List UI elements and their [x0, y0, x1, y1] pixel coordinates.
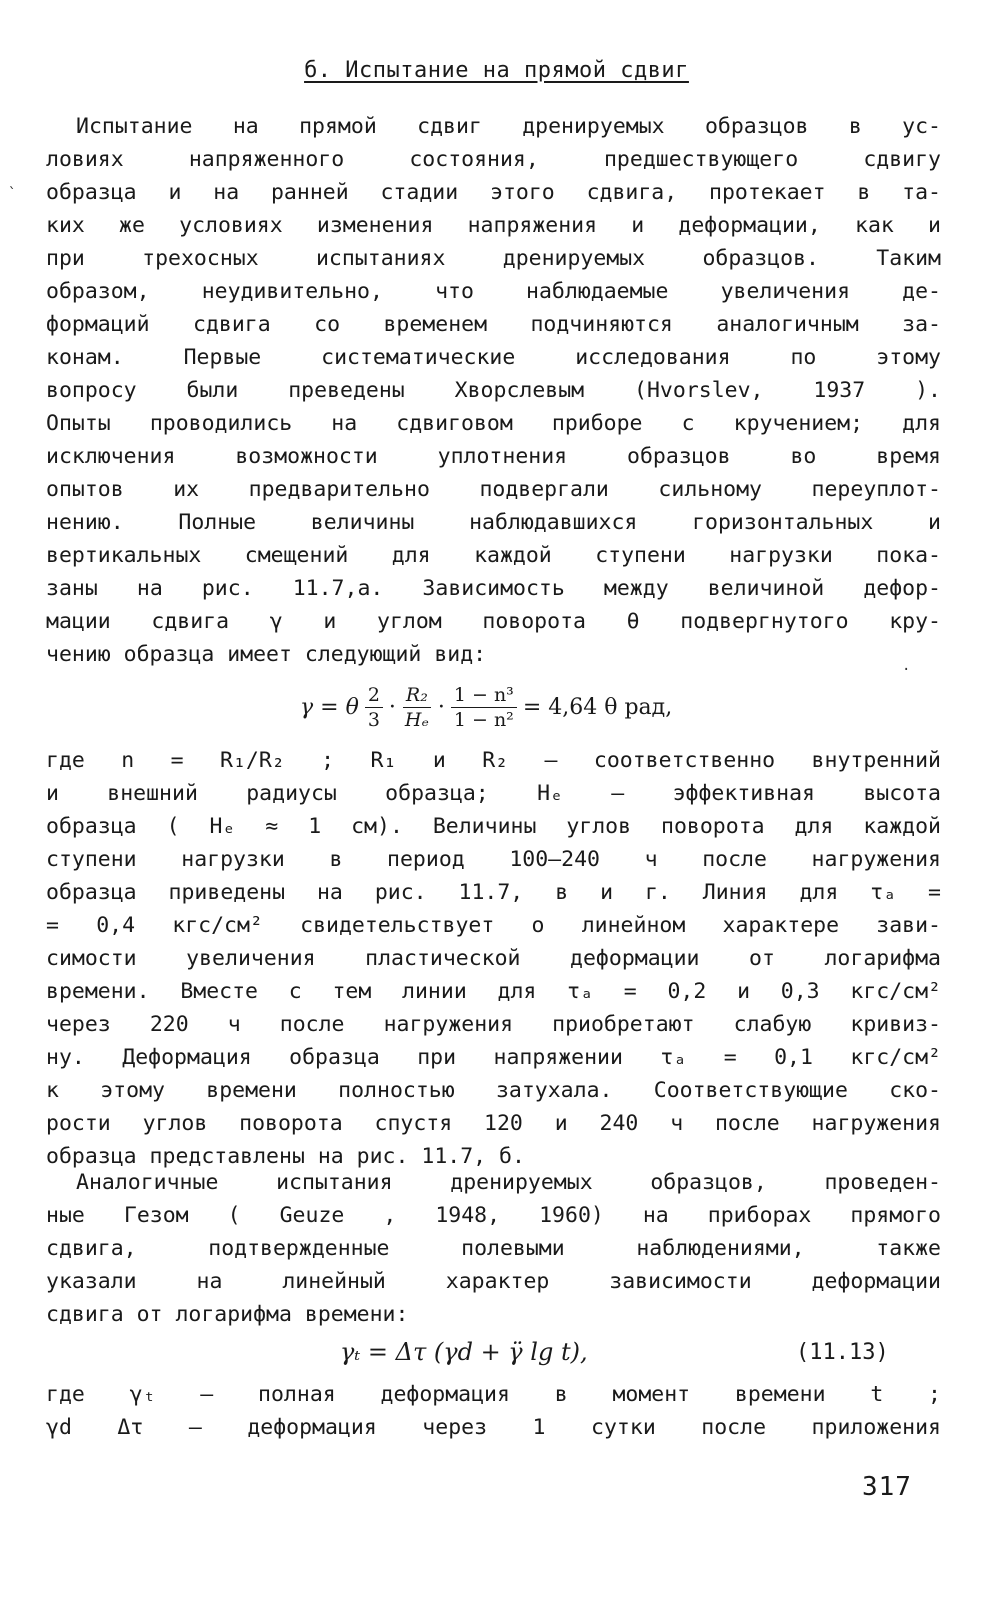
multiply-dot: · — [437, 694, 445, 720]
text-line: указали на линейный характер зависимости деформации — [46, 1269, 941, 1294]
text-line: образца ( Hₑ ≈ 1 см). Величины углов поворота для каждой — [46, 814, 941, 839]
formula-rhs: = 4,64 θ рад, — [522, 694, 673, 720]
multiply-dot: · — [388, 694, 396, 720]
section-heading: б. Испытание на прямой сдвиг — [304, 58, 689, 83]
text-line: образца представлены на рис. 11.7, б. — [46, 1144, 525, 1169]
text-line: к этому времени полностью затухала. Соответствующие ско- — [46, 1078, 941, 1103]
text-line: ловиях напряженного состояния, предшествующего сдвигу — [46, 147, 941, 172]
text-line: ступени нагрузки в период 100–240 ч после нагружения — [46, 847, 941, 872]
text-line: исключения возможности уплотнения образцов во время — [46, 444, 941, 469]
fraction-1 — [365, 683, 383, 732]
paragraph-3 — [46, 1166, 941, 1331]
text-line: и внешний радиусы образца; Hₑ – эффективная высота — [46, 781, 941, 806]
text-line: образца и на ранней стадии этого сдвига, протекает в та- — [46, 180, 941, 205]
text-line: формаций сдвига со временем подчиняются аналогичным за- — [46, 312, 941, 337]
text-line: образом, неудивительно, что наблюдаемые увеличения де- — [46, 279, 941, 304]
text-line: = 0,4 кгс/см² свидетельствует о линейном характере зави- — [46, 913, 941, 938]
text-line: сдвига, подтвержденные полевыми наблюдениями, также — [46, 1236, 941, 1261]
text-line: ну. Деформация образца при напряжении τₐ = 0,1 кгс/см² — [46, 1045, 941, 1070]
text-line: вертикальных смещений для каждой ступени нагрузки пока- — [46, 543, 941, 568]
text-line: ких же условиях изменения напряжения и деформации, как и — [46, 213, 941, 238]
text-line: рости углов поворота спустя 120 и 240 ч после нагружения — [46, 1111, 941, 1136]
text-line: времени. Вместе с тем линии для τₐ = 0,2 и 0,3 кгс/см² — [46, 979, 941, 1004]
text-line: чению образца имеет следующий вид: — [46, 642, 487, 667]
paragraph-4 — [46, 1378, 941, 1444]
page-number: 317 — [862, 1472, 912, 1502]
text-line: симости увеличения пластической деформации от логарифма — [46, 946, 941, 971]
formula-creep-strain: γₜ = Δτ (γd + γ̈ lg t), — [340, 1338, 588, 1366]
fraction-denominator: 1 − n² — [453, 708, 514, 731]
text-line: где n = R₁/R₂ ; R₁ и R₂ – соответственно внутренний — [46, 748, 941, 773]
text-line: сдвига от логарифма времени: — [46, 1302, 409, 1327]
text-line: при трехосных испытаниях дренируемых образцов. Таким — [46, 246, 941, 271]
text-line: ные Гезом ( Geuze , 1948, 1960) на приборах прямого — [46, 1203, 941, 1228]
text-line: мации сдвига γ и углом поворота θ подвергнутого кру- — [46, 609, 941, 634]
fraction-numerator: 1 − n³ — [451, 683, 517, 708]
text-line: через 220 ч после нагружения приобретают слабую кривиз- — [46, 1012, 941, 1037]
scan-speck: · — [902, 662, 911, 678]
fraction-numerator: 2 — [365, 683, 383, 708]
text-line: образца приведены на рис. 11.7, в и г. Линия для τₐ = — [46, 880, 941, 905]
fraction-3 — [451, 683, 517, 732]
text-line: заны на рис. 11.7,а. Зависимость между величиной дефор- — [46, 576, 941, 601]
formula-lhs: γ = θ — [300, 694, 359, 720]
fraction-denominator: 3 — [367, 708, 380, 731]
text-line: опытов их предварительно подвергали сильному переуплот- — [46, 477, 941, 502]
text-line: вопросу были преведены Хворслевым (Hvorslev, 1937 ). — [46, 378, 941, 403]
text-line: нению. Полные величины наблюдавшихся горизонтальных и — [46, 510, 941, 535]
fraction-denominator: Hₑ — [404, 708, 429, 731]
text-line: Аналогичные испытания дренируемых образцов, проведен- — [76, 1170, 941, 1195]
text-line: Опыты проводились на сдвиговом приборе с кручением; для — [46, 411, 941, 436]
text-line: γd Δτ – деформация через 1 сутки после приложения — [46, 1415, 941, 1440]
text-line: где γₜ – полная деформация в момент времени t ; — [46, 1382, 941, 1407]
equation-number: (11.13) — [796, 1340, 889, 1365]
fraction-2 — [402, 683, 432, 732]
text-line: конам. Первые систематические исследования по этому — [46, 345, 941, 370]
fraction-numerator: R₂ — [403, 683, 431, 708]
paragraph-1 — [46, 110, 941, 671]
scan-speck: ` — [8, 186, 17, 202]
paragraph-2 — [46, 744, 941, 1173]
formula-shear-strain — [300, 672, 672, 742]
text-line: Испытание на прямой сдвиг дренируемых образцов в ус- — [76, 114, 941, 139]
